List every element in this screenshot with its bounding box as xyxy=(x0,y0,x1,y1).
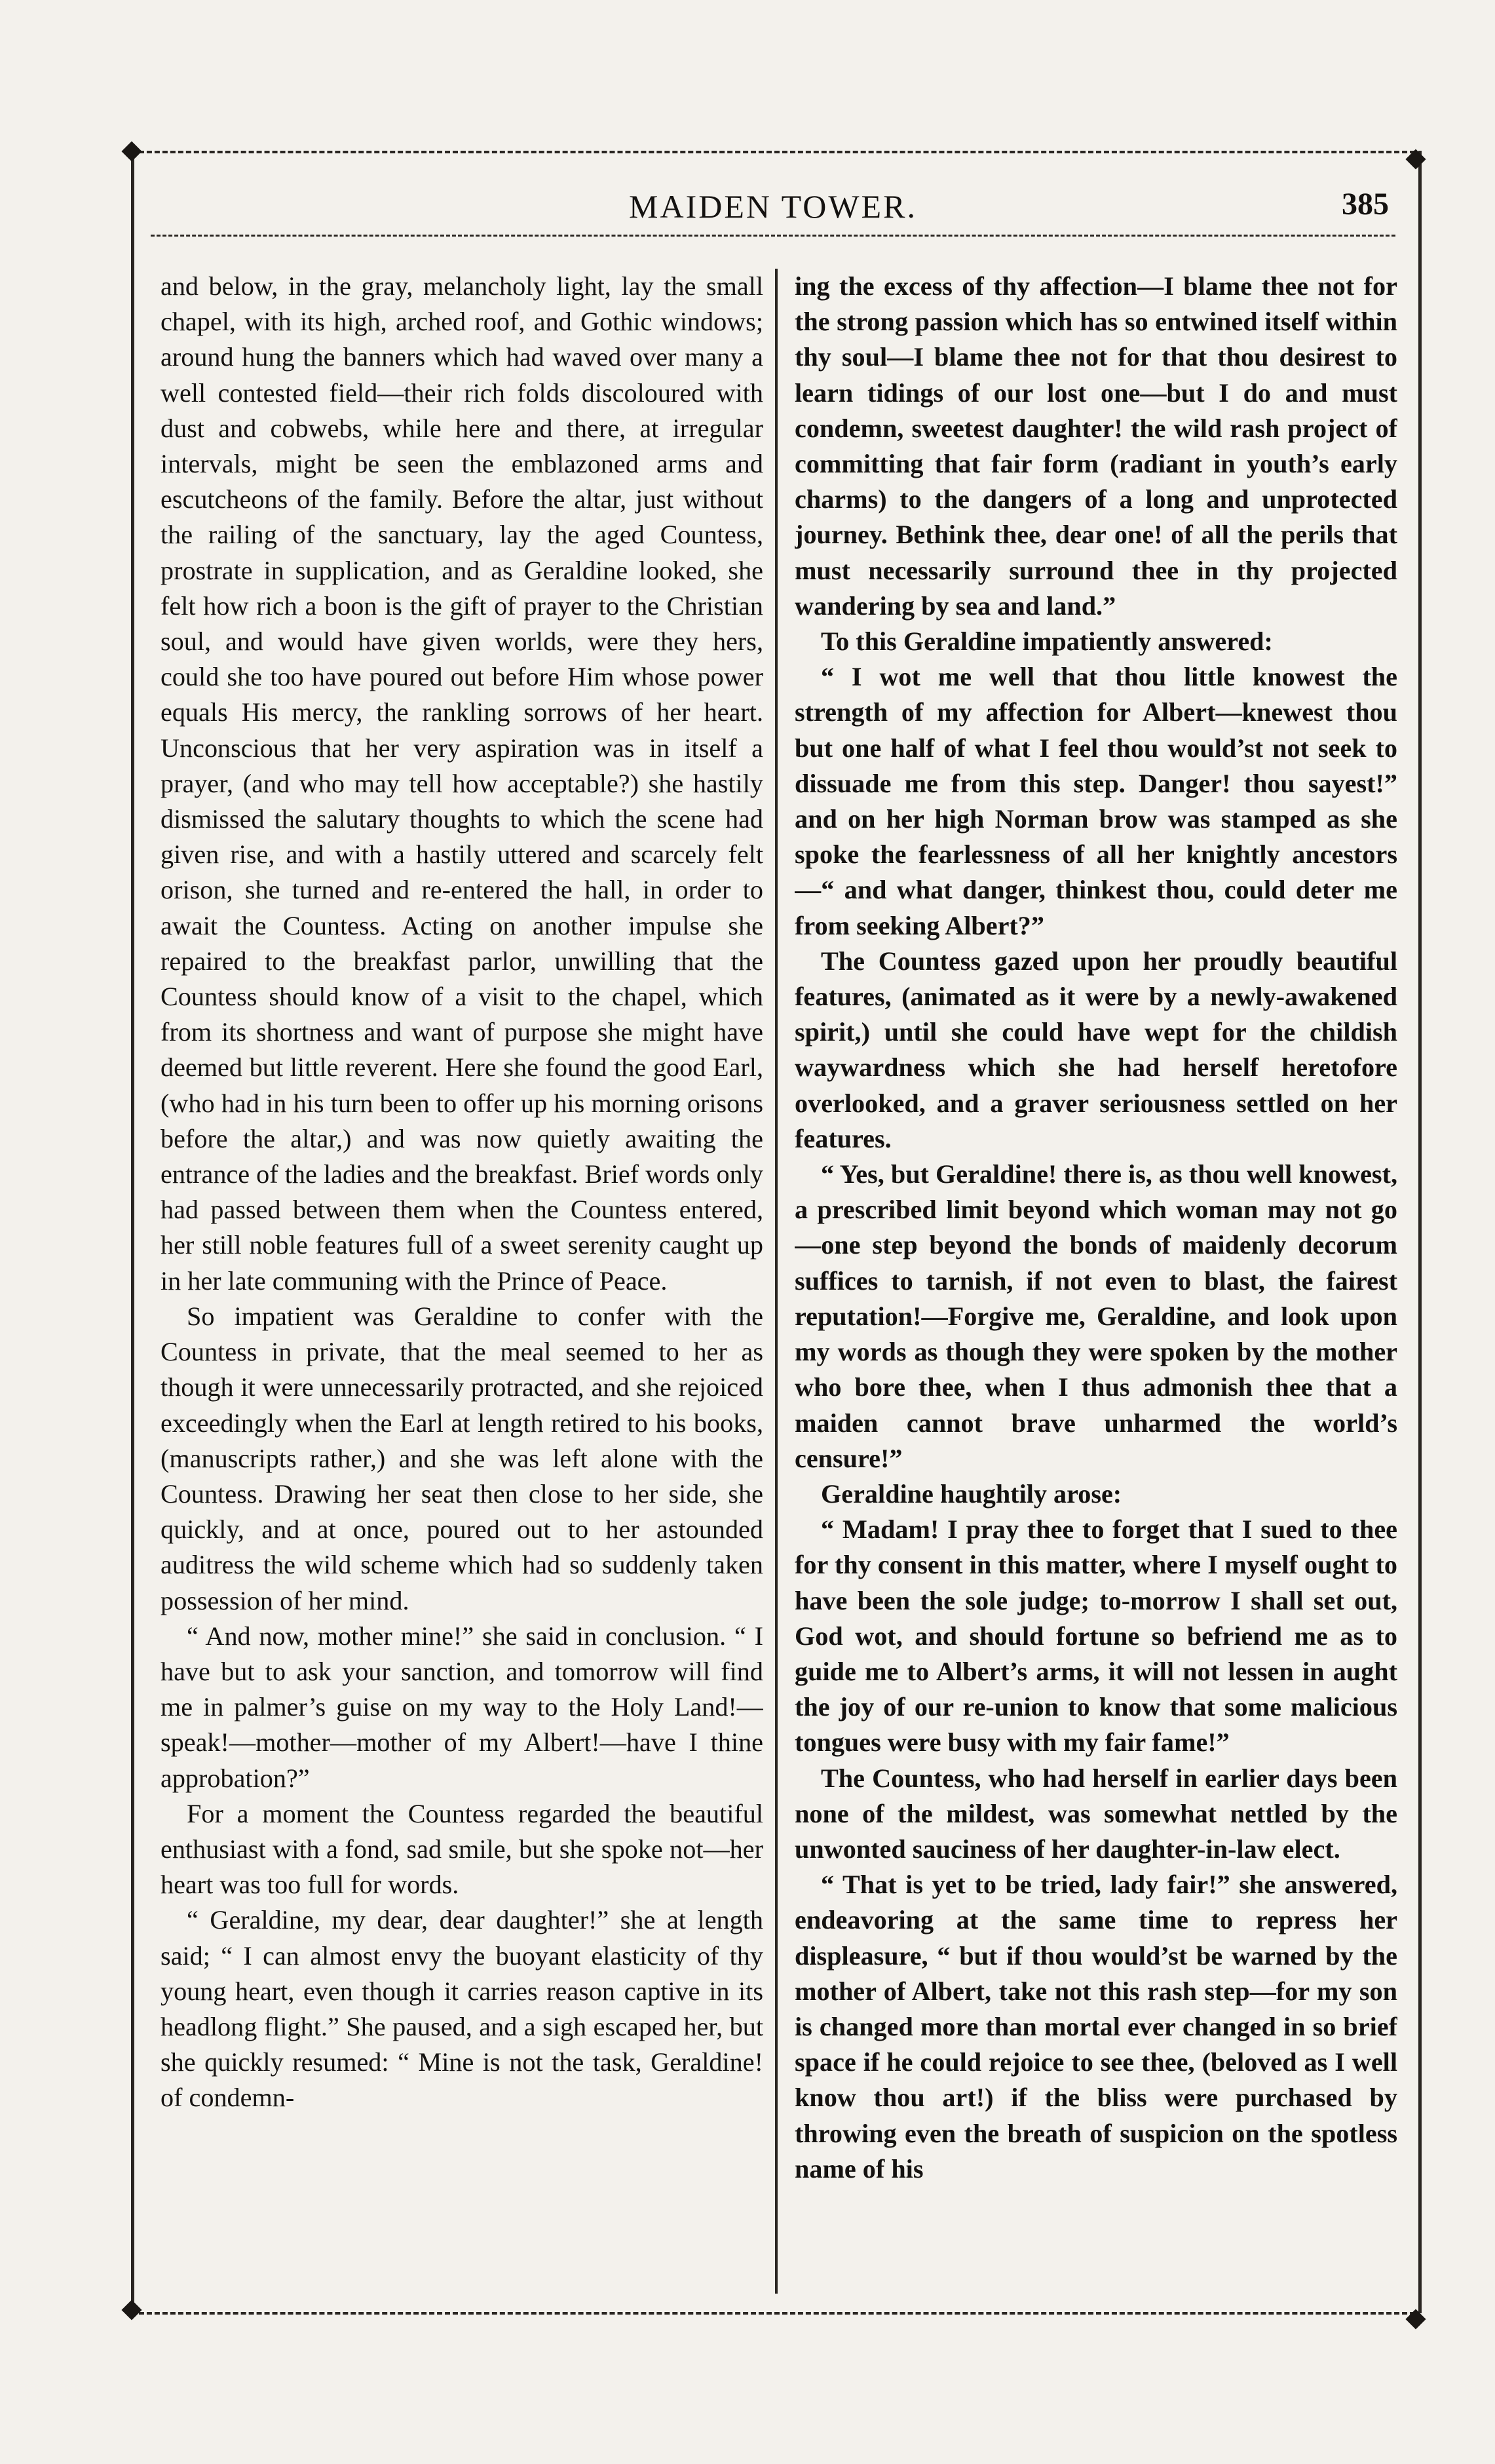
paragraph: Geraldine haughtily arose: xyxy=(821,1478,1122,1509)
paragraph: For a moment the Countess regarded the beautiful enthusiast with a fond, sad smile, but she spoke not—her heart was too full for words. xyxy=(161,1798,763,1900)
page-header xyxy=(144,181,1402,233)
paragraph: “ Yes, but Geraldine! there is, as thou well knowest, a prescribed limit beyond which woman may not go—one step beyond the bonds of maidenly decorum suffices to tarnish, if not even to blast, the fairest reputation!—Forgive me, Geraldine, and look upon my words as though they were spoken by the mother who bore thee, when I thus admonish thee that a maiden cannot brave unharmed the world’s censure!” xyxy=(795,1159,1397,1473)
bottom-border-rule xyxy=(131,2312,1415,2315)
paragraph: To this Geraldine impatiently answered: xyxy=(821,626,1273,657)
paragraph: “ I wot me well that thou little knowest the strength of my affection for Albert—knewest thou but one half of what I feel thou would’st not seek to dissuade me from this step. Danger! thou sayest!” and on her high Norman brow was stamped as she spoke the fearlessness of all her knightly ancestors—“ and what danger, thinkest thou, could deter me from seeking Albert?” xyxy=(795,662,1397,940)
paragraph: ing the excess of thy affection—I blame thee not for the strong passion which has so entwined itself within thy soul—I blame thee not for that thou desirest to learn tidings of our lost one—but I do and must condemn, sweetest daughter! the wild rash project of committing that fair form (radiant in youth’s early charms) to the dangers of a long and unprotected journey. Bethink thee, dear one! of all the perils that must necessarily surround thee in thy projected wandering by sea and land.” xyxy=(795,271,1397,621)
paragraph: The Countess gazed upon her proudly beautiful features, (animated as it were by a newly-awakened spirit,) until she could have wept for the childish waywardness which she had herself heretofore overlooked, and a graver seriousness settled on her features. xyxy=(795,946,1397,1153)
paragraph: and below, in the gray, melancholy light, lay the small chapel, with its high, arched roof, and Gothic windows; around hung the banners which had waved over many a well contested field—their rich folds discoloured with dust and cobwebs, while here and there, at irregular intervals, might be seen the emblazoned arms and escutcheons of the family. Before the altar, just without the railing of the sanctuary, lay the aged Countess, prostrate in supplication, and as Geraldine looked, she felt how rich a boon is the gift of prayer to the Christian soul, and would have given worlds, were they hers, could she too have poured out before Him whose power equals His mercy, the rankling sorrows of her heart. Unconscious that her very aspiration was in itself a prayer, (and who may tell how acceptable?) she hastily dismissed the salutary thoughts to which the scene had given rise, and with a hastily uttered and scarcely felt orison, she turned and re-entered the hall, in order to await the Countess. Acting on another impulse she repaired to the breakfast parlor, unwilling that the Countess should know of a visit to the chapel, which from its shortness and want of purpose she might have deemed but little reverent. Here she found the good Earl, (who had in his turn been to offer up his morning orisons before the altar,) and was now quietly awaiting the entrance of the ladies and the breakfast. Brief words only had passed between them when the Countess entered, her still noble features full of a sweet serenity caught up in her late communing with the Prince of Peace. xyxy=(161,271,763,1296)
paragraph: “ Geraldine, my dear, dear daughter!” she at length said; “ I can almost envy the buoyant elasticity of thy young heart, even though it carries reason captive in its headlong flight.” She paused, and a sigh escaped her, but she quickly resumed: “ Mine is not the task, Geraldine! of condemn- xyxy=(161,1905,763,2113)
page-number: 385 xyxy=(1342,187,1389,221)
paragraph: So impatient was Geraldine to confer with the Countess in private, that the meal seemed to her as though it were unnecessarily protracted, and she rejoiced exceedingly when the Earl at length retired to his books, (manuscripts rather,) and she was left alone with the Countess. Drawing her seat then close to her side, she quickly, and at once, poured out to her astounded auditress the wild scheme which had so suddenly taken possession of her mind. xyxy=(161,1301,763,1615)
paragraph: “ And now, mother mine!” she said in conclusion. “ I have but to ask your sanction, and tomorrow will find me in palmer’s guise on my way to the Holy Land!—speak!—mother—mother of my Albert!—have I thine approbation?” xyxy=(161,1621,763,1793)
paragraph: The Countess, who had herself in earlier days been none of the mildest, was somewhat nettled by the unwonted sauciness of her daughter-in-law elect. xyxy=(795,1763,1397,1864)
top-border-rule xyxy=(131,151,1415,153)
paragraph: “ Madam! I pray thee to forget that I sued to thee for thy consent in this matter, where I myself ought to have been the sole judge; to-morrow I shall set out, God wot, and should fortune so befriend me as to guide me to Albert’s arms, it will not lessen in aught the joy of our re-union to know that some malicious tongues were busy with my fair fame!” xyxy=(795,1514,1397,1758)
left-column xyxy=(161,269,763,2294)
running-title: MAIDEN TOWER. xyxy=(629,188,917,225)
header-rule xyxy=(151,235,1395,237)
paragraph: “ That is yet to be tried, lady fair!” she answered, endeavoring at the same time to repress her displeasure, “ but if thou would’st be warned by the mother of Albert, take not this rash step—for my son is changed more than mortal ever changed in so brief space if he could rejoice to see thee, (beloved as I well know thou art!) if the bliss were purchased by throwing even the breath of suspicion on the spotless name of his xyxy=(795,1870,1397,2184)
column-divider xyxy=(775,269,778,2294)
right-column xyxy=(795,269,1397,2294)
